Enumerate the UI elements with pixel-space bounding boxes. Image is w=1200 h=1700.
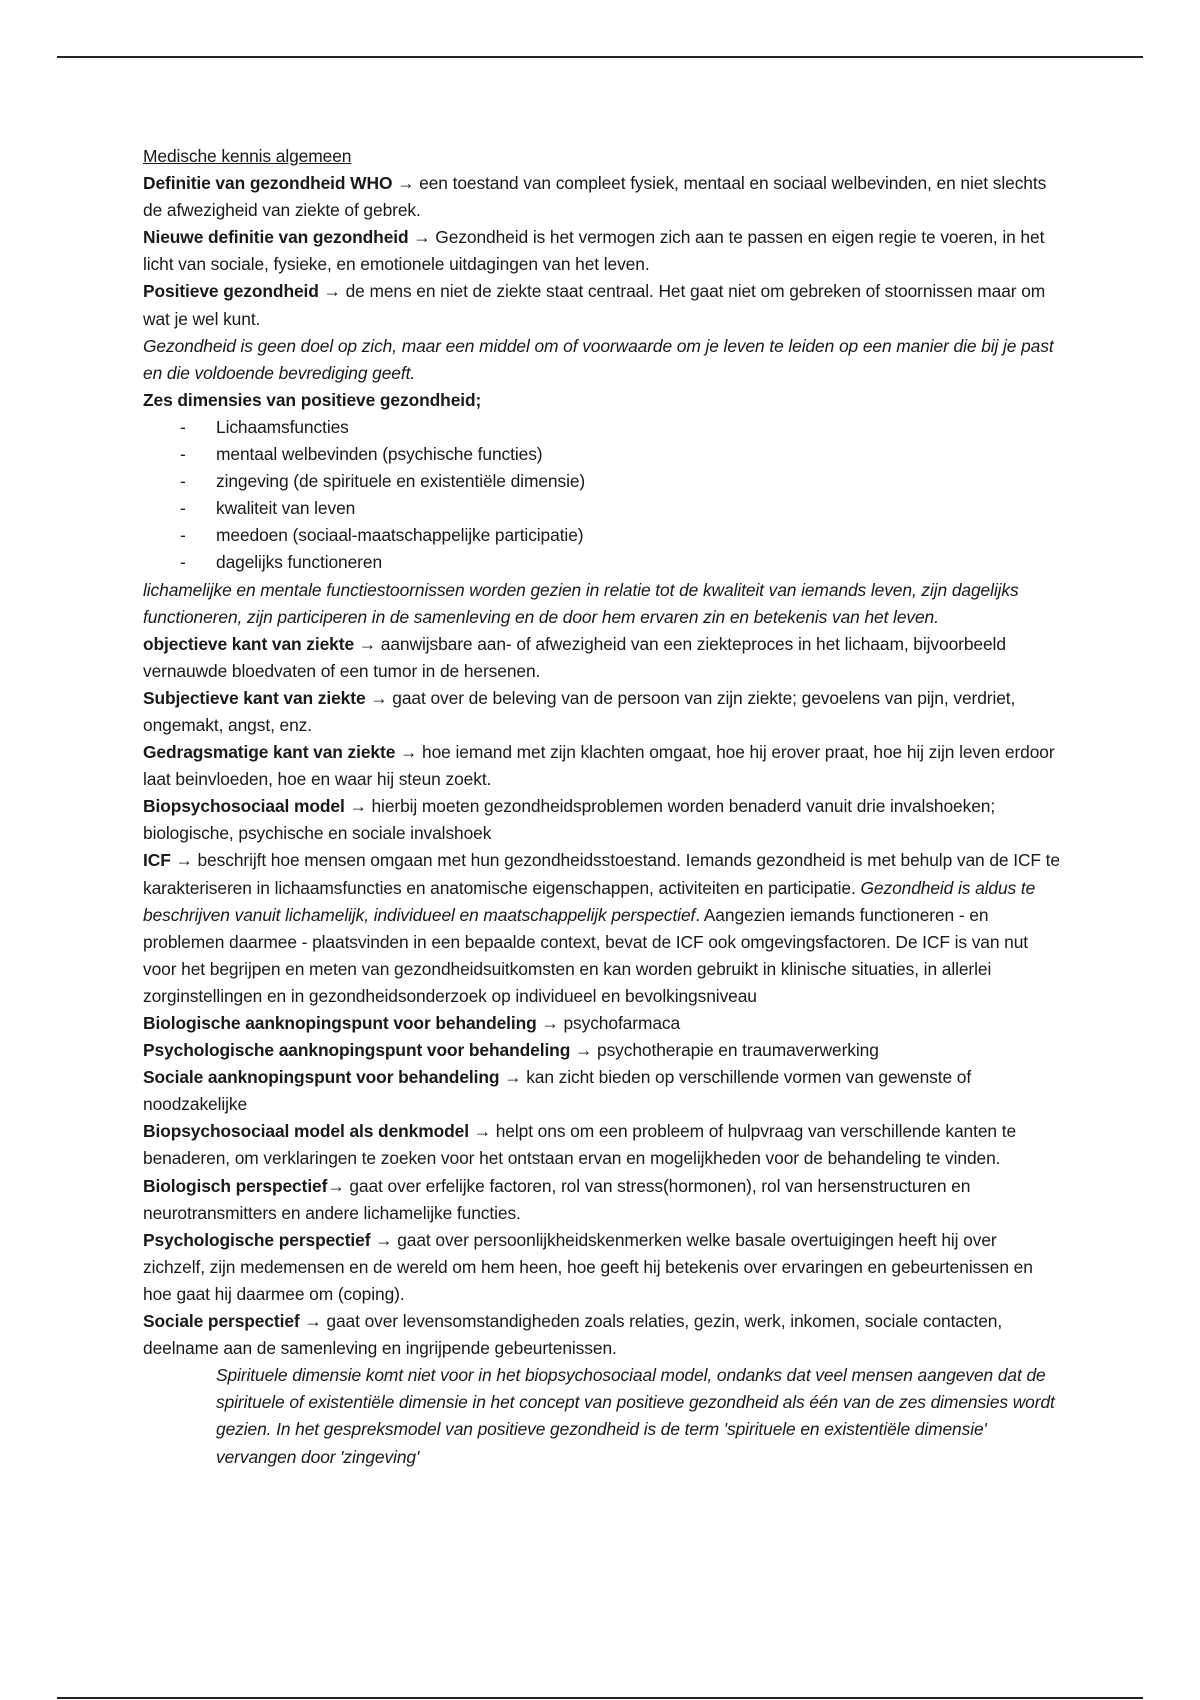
- list-item: - mentaal welbevinden (psychische functies): [143, 441, 1063, 468]
- perspective-bio: [143, 1173, 1063, 1227]
- text-icf-italic: Gezondheid is aldus te beschrijven vanuit lichamelijk, individueel en maatschappelijk perspectief: [143, 877, 1036, 925]
- spiritual-note: Spirituele dimensie komt niet voor in het biopsychosociaal model, ondanks dat veel mensen aangeven dat de spirituele of existentiële dimensie in het concept van positieve gezondheid als één van de zes dimensies wordt gezien. In het gespreksmodel van positieve gezondheid is de term 'spirituele en existentiële dimensie' vervangen door 'zingeving': [216, 1365, 1055, 1467]
- arrow-icon: →: [304, 1311, 322, 1332]
- list-item: - meedoen (sociaal-maatschappelijke participatie): [143, 522, 1063, 549]
- arrow-icon: →: [370, 687, 388, 708]
- document-body: [143, 143, 1063, 1471]
- definition-nieuwe: [143, 224, 1063, 278]
- text-icf-2: . Aangezien iemands functioneren - en problemen daarmee - plaatsvinden in een bepaalde context, bevat de ICF ook omgevingsfactoren. De ICF is van nut voor het begrijpen en meten van gezondheidsuitkomsten en kan worden gebruikt in klinische situaties, in allerlei zorginstellingen en in gezondheidsonderzoek op individueel en bevolkingsniveau: [143, 904, 1029, 1006]
- arrow-icon: →: [349, 796, 367, 817]
- arrow-icon: →: [358, 633, 377, 654]
- italic-disorders: lichamelijke en mentale functiestoornissen worden gezien in relatie tot de kwaliteit van iemands leven, zijn dagelijks functioneren, zijn participeren in de samenleving en de door hem ervaren zin en betekenis van het leven.: [143, 579, 1019, 627]
- illness-behavioral: [143, 739, 1063, 793]
- arrow-icon: →: [413, 227, 431, 248]
- text-treatment-bio: psychofarmaca: [563, 1013, 681, 1033]
- list-item: - zingeving (de spirituele en existentiële dimensie): [143, 468, 1063, 495]
- list-item: - dagelijks functioneren: [143, 549, 1063, 576]
- bps-model: [143, 793, 1063, 847]
- term-perspective-bio: Biologisch perspectief: [143, 1175, 328, 1196]
- text-perspective-social: gaat over levensomstandigheden zoals relaties, gezin, werk, inkomen, sociale contacten, deelname aan de samenleving en ingrijpende gebeurtenissen.: [143, 1311, 1003, 1359]
- term-positieve: Positieve gezondheid: [143, 281, 319, 302]
- text-bps: hierbij moeten gezondheidsproblemen worden benaderd vanuit drie invalshoeken; biologische, psychische en sociale invalshoek: [143, 796, 996, 844]
- arrow-icon: →: [175, 850, 193, 871]
- text-objective: aanwijsbare aan- of afwezigheid van een ziekteproces in het lichaam, bijvoorbeeld vernauwde bloedvaten of een tumor in de hersenen.: [143, 633, 1006, 681]
- treatment-psycho: [143, 1037, 1063, 1064]
- term-icf: ICF: [143, 850, 171, 871]
- text-who: een toestand van compleet fysiek, mentaal en sociaal welbevinden, en niet slechts de afwezigheid van ziekte of gebrek.: [143, 173, 1047, 221]
- text-positieve: de mens en niet de ziekte staat centraal. Het gaat niet om gebreken of stoornissen maar om wat je wel kunt.: [143, 281, 1046, 329]
- dimensions-list: [143, 414, 1063, 577]
- italic-goal: Gezondheid is geen doel op zich, maar een middel om of voorwaarde om je leven te leiden op een manier die bij je past en die voldoende bevrediging geeft.: [143, 335, 1054, 383]
- arrow-icon: →: [327, 1175, 345, 1196]
- text-treatment-social: kan zicht bieden op verschillende vormen van gewenste of noodzakelijke: [143, 1067, 972, 1115]
- arrow-icon: →: [541, 1013, 559, 1033]
- list-item: - Lichaamsfuncties: [143, 414, 1063, 441]
- icf-paragraph: [143, 847, 1063, 1010]
- term-treatment-bio: Biologische aanknopingspunt voor behandeling: [143, 1013, 537, 1033]
- term-denkmodel: Biopsychosociaal model als denkmodel: [143, 1121, 469, 1142]
- page-heading: Medische kennis algemeen: [143, 146, 352, 166]
- text-nieuwe: Gezondheid is het vermogen zich aan te passen en eigen regie te voeren, in het licht van sociale, fysieke, en emotionele uitdagingen van het leven.: [143, 227, 1045, 275]
- text-subjective: gaat over de beleving van de persoon van zijn ziekte; gevoelens van pijn, verdriet, ongemakt, angst, enz.: [143, 687, 1016, 735]
- arrow-icon: →: [400, 742, 418, 763]
- term-treatment-social: Sociale aanknopingspunt voor behandeling: [143, 1067, 500, 1088]
- arrow-icon: →: [323, 281, 341, 302]
- footer-rule: [57, 1697, 1143, 1699]
- arrow-icon: →: [574, 1040, 593, 1061]
- perspective-social: [143, 1308, 1063, 1362]
- term-bps: Biopsychosociaal model: [143, 796, 345, 817]
- arrow-icon: →: [473, 1121, 491, 1142]
- definition-who: [143, 170, 1063, 224]
- term-perspective-social: Sociale perspectief: [143, 1311, 300, 1332]
- term-perspective-psycho: Psychologische perspectief: [143, 1229, 371, 1250]
- text-icf-1: beschrijft hoe mensen omgaan met hun gezondheidsstoestand. Iemands gezondheid is met behulp van de ICF te karakteriseren in lichaamsfuncties en anatomische eigenschappen, activiteiten en participatie.: [143, 850, 1060, 898]
- term-behavioral: Gedragsmatige kant van ziekte: [143, 742, 396, 763]
- arrow-icon: →: [504, 1067, 522, 1088]
- text-perspective-psycho: gaat over persoonlijkheidskenmerken welke basale overtuigingen heeft hij over zichzelf, zijn medemensen en de wereld om hem heen, hoe geeft hij betekenis over ervaringen en gebeurtenissen en hoe gaat hij daarmee om (coping).: [143, 1229, 1033, 1304]
- text-denkmodel: helpt ons om een probleem of hulpvraag van verschillende kanten te benaderen, om verklaringen te zoeken voor het ontstaan ervan en mogelijkheden voor de behandeling te vinden.: [143, 1121, 1017, 1169]
- text-treatment-psycho: psychotherapie en traumaverwerking: [597, 1040, 879, 1061]
- definition-positieve: [143, 278, 1063, 332]
- denkmodel: [143, 1118, 1063, 1172]
- illness-objective: [143, 631, 1063, 685]
- header-rule: [57, 56, 1143, 58]
- list-item: - kwaliteit van leven: [143, 495, 1063, 522]
- treatment-bio: [143, 1010, 1063, 1037]
- term-subjective: Subjectieve kant van ziekte: [143, 687, 366, 708]
- text-perspective-bio: gaat over erfelijke factoren, rol van stress(hormonen), rol van hersenstructuren en neurotransmitters en andere lichamelijke functies.: [143, 1175, 971, 1223]
- term-treatment-psycho: Psychologische aanknopingspunt voor behandeling: [143, 1040, 571, 1061]
- arrow-icon: →: [397, 173, 415, 194]
- dimensions-title: Zes dimensies van positieve gezondheid;: [143, 389, 482, 410]
- text-behavioral: hoe iemand met zijn klachten omgaat, hoe hij erover praat, hoe hij zijn leven erdoor laat beinvloeden, hoe en waar hij steun zoekt.: [143, 742, 1055, 790]
- perspective-psycho: [143, 1227, 1063, 1308]
- illness-subjective: [143, 685, 1063, 739]
- arrow-icon: →: [375, 1229, 393, 1250]
- term-nieuwe: Nieuwe definitie van gezondheid: [143, 227, 409, 248]
- term-objective: objectieve kant van ziekte: [143, 633, 355, 654]
- term-who: Definitie van gezondheid WHO: [143, 173, 393, 194]
- treatment-social: [143, 1064, 1063, 1118]
